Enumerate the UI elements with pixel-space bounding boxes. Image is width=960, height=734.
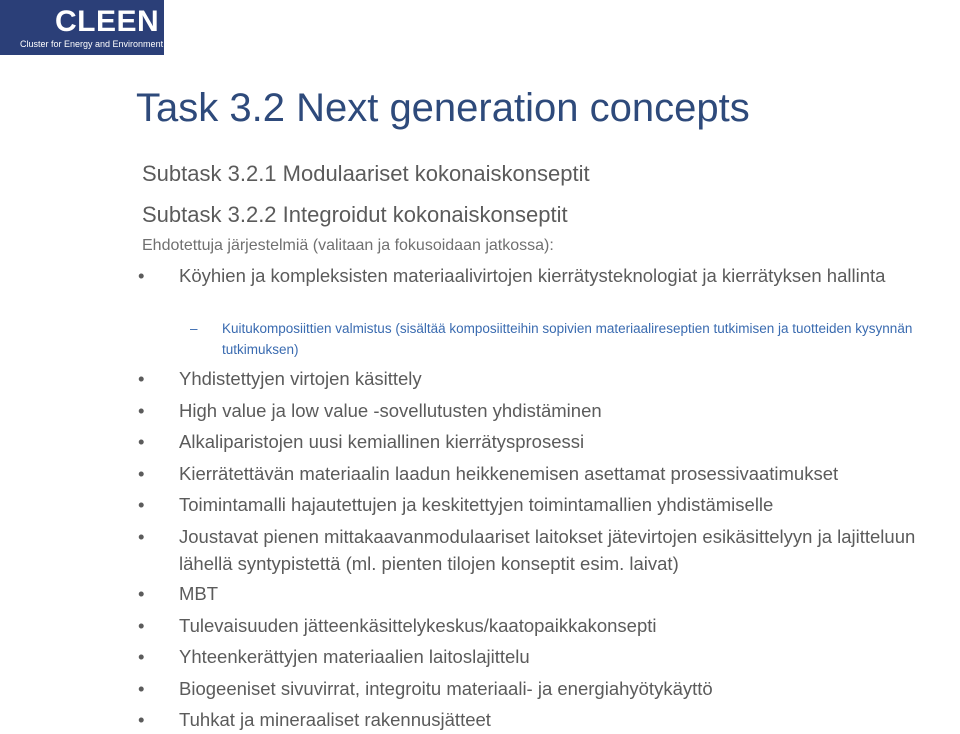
bullet-marker: • [138,265,145,286]
list-item [138,675,948,702]
list-item-text: Köyhien ja kompleksisten materiaalivirtojen kierrätysteknologiat ja kierrätyksen hallinta [179,265,886,286]
list-item [138,365,948,392]
list-item-text: High value ja low value -sovellutusten yhdistäminen [179,400,602,421]
bullet-marker: • [138,646,145,667]
list-item-text: Yhdistettyjen virtojen käsittely [179,368,422,389]
list-item-text: Alkaliparistojen uusi kemiallinen kierrätysprosessi [179,431,585,452]
bullet-marker: • [138,709,145,730]
sub-list-item-text: Kuitukomposiittien valmistus (sisältää komposiitteihin sopivien materiaalireseptien tutkimisen ja tuotteiden kysynnän tutkimuksen) [222,321,913,357]
list-item [138,428,948,455]
bullet-marker: • [138,615,145,636]
list-item-text: MBT [179,583,219,604]
list-item-text: Joustavat pienen mittakaavanmodulaariset laitokset jätevirtojen esikäsittelyyn ja lajitteluun lähellä syntypistettä (ml. pienten tilojen konseptit esim. laivat) [179,526,916,574]
intro-text: Ehdotettuja järjestelmiä (valitaan ja fokusoidaan jatkossa): [142,237,554,254]
list-item [138,397,948,424]
list-item [138,643,948,670]
bullet-marker: • [138,526,145,547]
subtask-1: Subtask 3.2.1 Modulaariset kokonaiskonseptit [142,161,590,186]
list-item-text: Yhteenkerättyjen materiaalien laitoslajittelu [179,646,530,667]
bullet-marker: • [138,583,145,604]
list-item [138,262,948,289]
list-item-text: Tulevaisuuden jätteenkäsittelykeskus/kaatopaikkakonsepti [179,615,657,636]
list-item-text: Biogeeniset sivuvirrat, integroitu materiaali- ja energiahyötykäyttö [179,678,713,699]
list-item [138,706,948,733]
slide-title: Task 3.2 Next generation concepts [136,86,750,130]
bullet-marker: • [138,431,145,452]
sub-list-item [190,318,930,360]
bullet-marker: • [138,678,145,699]
logo-name: CLEEN [55,5,160,38]
list-item-text: Kierrätettävän materiaalin laadun heikkenemisen asettamat prosessivaatimukset [179,463,839,484]
list-item-text: Toimintamalli hajautettujen ja keskitettyjen toimintamallien yhdistämiselle [179,494,774,515]
bullet-marker: • [138,400,145,421]
bullet-marker: • [138,463,145,484]
list-item [138,523,948,577]
list-item [138,580,948,607]
bullet-marker: • [138,494,145,515]
list-item [138,491,948,518]
list-item [138,612,948,639]
list-item [138,460,948,487]
list-item-text: Tuhkat ja mineraaliset rakennusjätteet [179,709,491,730]
subtask-2: Subtask 3.2.2 Integroidut kokonaiskonseptit [142,202,568,227]
dash-marker: – [190,321,198,336]
logo-tagline: Cluster for Energy and Environment [20,39,164,49]
bullet-marker: • [138,368,145,389]
cleen-logo [0,0,164,55]
